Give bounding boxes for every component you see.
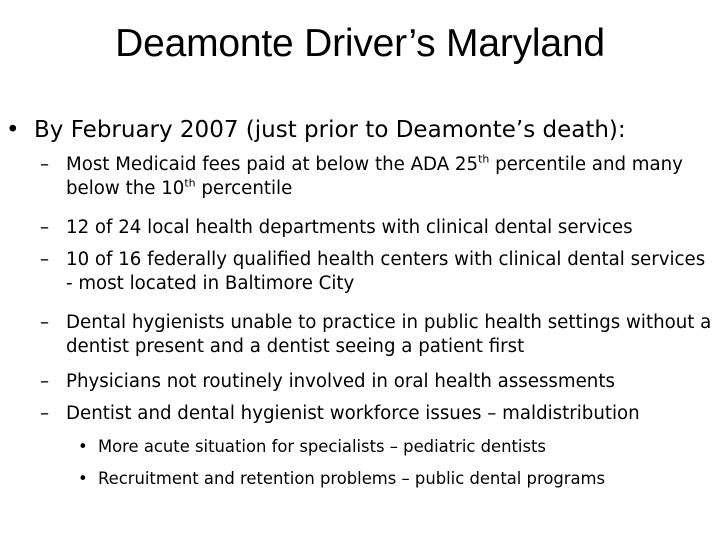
bullet-marker: • — [6, 117, 20, 143]
superscript: th — [478, 152, 490, 166]
dash-marker: – — [40, 154, 50, 175]
sub-bullet-physicians — [40, 370, 716, 394]
third-bullet-text: More acute situation for specialists – pediatric dentists — [98, 437, 546, 456]
third-bullet-recruitment — [78, 468, 718, 490]
bullet-marker: • — [78, 437, 88, 456]
dash-marker: – — [40, 312, 50, 333]
third-bullet-specialists — [78, 436, 718, 458]
bullet-marker: • — [78, 469, 88, 488]
sub-bullet-health-centers — [40, 248, 716, 296]
text-part: percentile — [195, 178, 293, 199]
sub-bullet-text: Physicians not routinely involved in oral health assessments — [66, 371, 615, 392]
main-bullet — [6, 115, 718, 145]
third-bullet-text: Recruitment and retention problems – public dental programs — [98, 469, 606, 488]
sub-bullet-text: 10 of 16 federally qualified health centers with clinical dental services - most located in Baltimore City — [66, 249, 706, 294]
sub-bullet-hygienists — [40, 311, 716, 359]
dash-marker: – — [40, 403, 50, 424]
sub-bullet-text — [40, 153, 716, 201]
sub-bullet-text: Dentist and dental hygienist workforce issues – maldistribution — [66, 403, 640, 424]
sub-bullet-health-departments — [40, 216, 716, 240]
text-part: percentile and many below the 10 — [66, 154, 683, 199]
dash-marker: – — [40, 371, 50, 392]
slide-title: Deamonte Driver’s Maryland — [115, 22, 605, 65]
sub-bullet-text: 12 of 24 local health departments with clinical dental services — [66, 217, 633, 238]
sub-bullet-workforce — [40, 402, 716, 426]
sub-bullet-medicaid-fees — [40, 153, 716, 201]
text-part: Most Medicaid fees paid at below the ADA 25 — [66, 154, 479, 175]
superscript: th — [184, 176, 196, 190]
dash-marker: – — [40, 249, 50, 270]
sub-bullet-text: Dental hygienists unable to practice in public health settings without a dentist present and a dentist seeing a patient first — [66, 312, 712, 357]
dash-marker: – — [40, 217, 50, 238]
main-bullet-text: By February 2007 (just prior to Deamonte’s death): — [34, 117, 626, 143]
